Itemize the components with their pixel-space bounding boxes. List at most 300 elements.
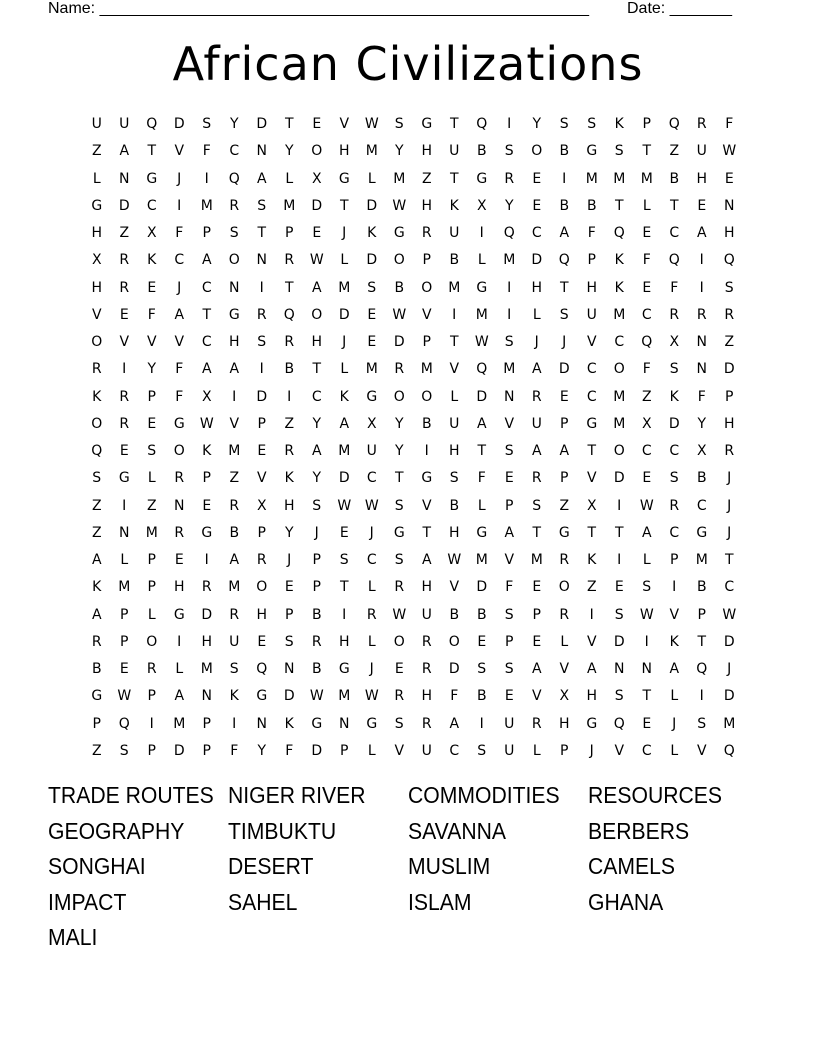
grid-letter: P [147, 552, 156, 568]
grid-letter: Z [586, 579, 597, 596]
grid-letter: S [587, 116, 597, 132]
grid-letter: E [559, 388, 569, 405]
word-bank-item: GEOGRAPHY [48, 817, 185, 844]
grid-letter: S [147, 443, 157, 459]
grid-letter: N [614, 661, 625, 677]
grid-letter: I [507, 116, 512, 132]
grid-letter: I [287, 388, 292, 405]
grid-row [83, 114, 743, 141]
grid-letter: E [642, 279, 652, 296]
grid-letter: N [201, 688, 212, 705]
grid-letter: L [340, 252, 349, 269]
grid-letter: W [364, 116, 379, 132]
grid-letter: P [505, 497, 514, 514]
grid-letter: V [586, 633, 597, 650]
grid-letter: H [531, 279, 543, 296]
grid-letter: C [586, 388, 597, 405]
grid-letter: N [174, 497, 185, 514]
grid-letter: E [394, 661, 404, 677]
grid-letter: L [147, 606, 156, 623]
grid-letter: L [285, 170, 294, 187]
word-bank-item: SAVANNA [408, 817, 506, 844]
grid-letter: H [283, 497, 295, 514]
grid-letter: J [672, 715, 677, 732]
word-bank-item: RESOURCES [588, 782, 723, 808]
grid-letter: G [696, 524, 708, 541]
grid-letter: C [311, 388, 322, 405]
word-bank-item: ISLAM [408, 888, 472, 915]
grid-letter: L [642, 552, 651, 568]
grid-letter: R [91, 633, 102, 650]
grid-letter: A [174, 306, 185, 323]
grid-letter: G [338, 661, 350, 677]
grid-letter: Q [668, 252, 680, 269]
grid-letter: D [173, 742, 185, 759]
grid-letter: Y [394, 415, 404, 432]
grid-letter: K [614, 116, 624, 132]
grid-letter: C [449, 742, 460, 759]
grid-letter: I [699, 252, 704, 269]
grid-letter: P [560, 415, 569, 432]
grid-letter: E [367, 306, 377, 323]
grid-letter: A [449, 715, 460, 732]
grid-letter: L [560, 633, 569, 650]
grid-letter: G [586, 715, 598, 732]
grid-letter: S [339, 552, 349, 568]
grid-letter: K [202, 443, 212, 459]
grid-letter: P [422, 334, 431, 350]
grid-letter: I [424, 443, 429, 459]
grid-letter: R [229, 497, 240, 514]
grid-letter: A [669, 661, 680, 677]
grid-letter: D [366, 252, 378, 269]
grid-letter: Q [641, 334, 653, 350]
grid-letter: Q [613, 715, 625, 732]
grid-letter: G [393, 225, 405, 241]
grid-letter: V [669, 606, 680, 623]
grid-letter: E [504, 470, 514, 487]
grid-letter: P [147, 688, 156, 705]
grid-letter: P [697, 606, 706, 623]
grid-letter: E [614, 579, 624, 596]
grid-letter: J [727, 497, 732, 514]
grid-letter: W [309, 688, 324, 705]
grid-letter: Y [257, 742, 267, 759]
word-bank-item: NIGER RIVER [228, 782, 366, 808]
grid-letter: Q [668, 116, 680, 132]
grid-letter: G [118, 470, 130, 487]
grid-row [83, 169, 743, 196]
grid-letter: R [256, 306, 267, 323]
grid-letter: T [449, 170, 459, 187]
grid-letter: O [421, 388, 433, 405]
grid-letter: R [119, 388, 130, 405]
grid-letter: J [287, 552, 292, 568]
grid-letter: P [312, 579, 321, 596]
grid-letter: D [338, 470, 350, 487]
grid-letter: A [91, 552, 102, 568]
grid-letter: S [504, 143, 514, 160]
grid-letter: S [697, 715, 707, 732]
grid-letter: J [534, 334, 539, 350]
grid-letter: L [477, 252, 486, 269]
grid-letter: P [312, 552, 321, 568]
grid-letter: Q [476, 361, 488, 378]
grid-letter: D [723, 688, 735, 705]
grid-letter: I [617, 497, 622, 514]
grid-letter: U [119, 116, 130, 132]
grid-letter: G [228, 306, 240, 323]
grid-letter: I [644, 633, 649, 650]
grid-row [83, 714, 743, 741]
grid-row [83, 196, 743, 223]
grid-letter: R [696, 306, 707, 323]
worksheet-header [0, 0, 816, 22]
grid-letter: Z [91, 143, 102, 160]
grid-letter: C [174, 252, 185, 269]
grid-letter: T [394, 470, 404, 487]
grid-letter: P [670, 552, 679, 568]
grid-letter: R [284, 252, 295, 269]
grid-letter: M [613, 306, 626, 323]
grid-letter: S [642, 579, 652, 596]
grid-letter: T [724, 552, 734, 568]
grid-letter: G [393, 524, 405, 541]
grid-letter: H [201, 633, 213, 650]
grid-letter: A [531, 443, 542, 459]
word-bank [48, 780, 768, 952]
grid-letter: U [504, 715, 515, 732]
grid-letter: D [283, 688, 295, 705]
grid-letter: J [342, 225, 347, 241]
grid-letter: L [175, 661, 184, 677]
grid-letter: W [392, 197, 407, 214]
grid-letter: R [669, 306, 680, 323]
grid-letter: V [614, 742, 625, 759]
grid-letter: E [147, 415, 157, 432]
grid-letter: D [613, 633, 625, 650]
grid-letter: V [339, 116, 350, 132]
grid-letter: M [145, 524, 158, 541]
grid-letter: F [725, 116, 734, 132]
grid-letter: I [562, 170, 567, 187]
grid-letter: U [421, 606, 432, 623]
grid-letter: T [339, 197, 349, 214]
grid-letter: S [559, 116, 569, 132]
grid-letter: E [724, 170, 734, 187]
grid-letter: W [639, 606, 654, 623]
grid-letter: R [669, 497, 680, 514]
grid-row [83, 305, 743, 332]
grid-letter: F [285, 742, 294, 759]
grid-letter: U [586, 306, 597, 323]
grid-letter: M [420, 361, 433, 378]
grid-letter: T [614, 197, 624, 214]
grid-letter: D [311, 197, 323, 214]
grid-letter: R [146, 661, 157, 677]
grid-letter: E [477, 633, 487, 650]
grid-letter: B [669, 170, 680, 187]
grid-letter: L [340, 361, 349, 378]
word-bank-item: CAMELS [588, 853, 676, 879]
grid-letter: M [695, 552, 708, 568]
grid-letter: K [587, 552, 597, 568]
grid-letter: J [562, 334, 567, 350]
grid-letter: L [367, 633, 376, 650]
grid-letter: V [531, 688, 542, 705]
grid-letter: S [229, 661, 239, 677]
grid-letter: B [696, 579, 707, 596]
grid-row [83, 468, 743, 495]
grid-letter: N [284, 661, 295, 677]
grid-letter: U [531, 415, 542, 432]
grid-letter: D [448, 661, 460, 677]
grid-letter: F [202, 143, 211, 160]
grid-letter: X [586, 497, 597, 514]
grid-row [83, 278, 743, 305]
grid-letter: E [532, 633, 542, 650]
grid-letter: A [201, 252, 212, 269]
grid-letter: W [722, 606, 737, 623]
grid-letter: S [504, 606, 514, 623]
grid-letter: Y [504, 197, 514, 214]
grid-letter: M [530, 552, 543, 568]
grid-letter: Q [228, 170, 240, 187]
grid-letter: G [366, 715, 378, 732]
grid-letter: R [366, 606, 377, 623]
grid-letter: B [311, 661, 322, 677]
grid-letter: M [585, 170, 598, 187]
grid-letter: A [641, 524, 652, 541]
grid-letter: S [312, 497, 322, 514]
grid-letter: H [228, 334, 240, 350]
grid-letter: R [284, 443, 295, 459]
grid-letter: L [477, 497, 486, 514]
grid-letter: K [284, 470, 294, 487]
grid-letter: M [723, 715, 736, 732]
grid-letter: W [117, 688, 132, 705]
grid-letter: E [532, 197, 542, 214]
grid-letter: X [476, 197, 487, 214]
grid-letter: S [532, 497, 542, 514]
grid-letter: F [697, 388, 706, 405]
grid-letter: P [725, 388, 734, 405]
grid-letter: G [338, 170, 350, 187]
grid-letter: S [394, 715, 404, 732]
grid-letter: R [119, 252, 130, 269]
grid-letter: I [589, 606, 594, 623]
grid-letter: V [256, 470, 267, 487]
grid-letter: S [367, 279, 377, 296]
grid-letter: K [147, 252, 157, 269]
grid-row [83, 250, 743, 277]
grid-letter: V [146, 334, 157, 350]
grid-letter: Y [229, 116, 239, 132]
grid-letter: D [531, 252, 543, 269]
grid-letter: R [284, 334, 295, 350]
grid-letter: H [311, 334, 323, 350]
grid-letter: I [177, 197, 182, 214]
grid-letter: H [256, 606, 268, 623]
grid-letter: L [367, 579, 376, 596]
grid-letter: M [613, 170, 626, 187]
grid-letter: P [202, 470, 211, 487]
grid-letter: R [119, 279, 130, 296]
grid-letter: Q [476, 116, 488, 132]
grid-letter: K [669, 388, 679, 405]
grid-letter: B [476, 143, 487, 160]
grid-letter: L [532, 306, 541, 323]
grid-letter: O [228, 252, 240, 269]
grid-letter: T [587, 524, 597, 541]
grid-letter: W [392, 606, 407, 623]
grid-letter: G [201, 524, 213, 541]
grid-letter: G [91, 197, 103, 214]
grid-letter: B [449, 606, 460, 623]
grid-letter: D [118, 197, 130, 214]
grid-letter: Y [697, 415, 707, 432]
grid-letter: E [532, 579, 542, 596]
grid-letter: E [312, 225, 322, 241]
grid-letter: M [613, 388, 626, 405]
grid-letter: M [503, 361, 516, 378]
grid-row [83, 550, 743, 577]
grid-letter: E [312, 116, 322, 132]
grid-letter: C [641, 742, 652, 759]
grid-letter: V [586, 470, 597, 487]
grid-letter: D [476, 388, 488, 405]
grid-letter: S [202, 116, 212, 132]
grid-letter: K [284, 715, 294, 732]
grid-letter: R [311, 633, 322, 650]
grid-letter: L [147, 470, 156, 487]
grid-letter: O [146, 633, 158, 650]
grid-letter: I [617, 552, 622, 568]
grid-letter: P [285, 225, 294, 241]
grid-letter: V [229, 415, 240, 432]
grid-letter: V [174, 143, 185, 160]
grid-letter: X [366, 415, 377, 432]
grid-letter: N [696, 334, 707, 350]
grid-letter: G [256, 688, 268, 705]
grid-letter: F [642, 361, 651, 378]
grid-letter: G [91, 688, 103, 705]
grid-letter: W [199, 415, 214, 432]
grid-letter: M [365, 143, 378, 160]
grid-letter: E [284, 579, 294, 596]
word-bank-item: DESERT [228, 853, 314, 879]
grid-letter: X [256, 497, 267, 514]
grid-letter: K [614, 279, 624, 296]
grid-letter: K [367, 225, 377, 241]
grid-letter: L [120, 552, 129, 568]
grid-letter: T [284, 279, 294, 296]
grid-letter: U [91, 116, 102, 132]
grid-letter: G [558, 524, 570, 541]
grid-letter: U [366, 443, 377, 459]
grid-letter: R [531, 470, 542, 487]
grid-row [83, 441, 743, 468]
grid-letter: B [696, 470, 707, 487]
grid-letter: X [669, 334, 680, 350]
grid-letter: J [342, 334, 347, 350]
grid-letter: B [586, 197, 597, 214]
grid-letter: K [92, 388, 102, 405]
grid-letter: R [724, 443, 735, 459]
grid-letter: S [504, 334, 514, 350]
grid-letter: M [448, 279, 461, 296]
grid-letter: T [422, 524, 432, 541]
grid-letter: O [558, 579, 570, 596]
grid-letter: Z [421, 170, 432, 187]
grid-letter: A [339, 415, 350, 432]
grid-letter: P [285, 606, 294, 623]
grid-letter: P [120, 606, 129, 623]
grid-letter: R [119, 415, 130, 432]
grid-letter: N [256, 715, 267, 732]
grid-row [83, 523, 743, 550]
grid-letter: S [614, 688, 624, 705]
grid-letter: G [586, 143, 598, 160]
grid-letter: Z [724, 334, 735, 350]
grid-letter: B [449, 497, 460, 514]
grid-letter: A [174, 688, 185, 705]
grid-letter: R [229, 606, 240, 623]
grid-letter: T [642, 688, 652, 705]
grid-letter: N [256, 143, 267, 160]
grid-letter: B [394, 279, 405, 296]
grid-letter: F [505, 579, 514, 596]
grid-letter: N [724, 197, 735, 214]
grid-letter: Z [119, 225, 130, 241]
word-bank-item: IMPACT [48, 888, 127, 915]
grid-letter: X [201, 388, 212, 405]
grid-letter: T [147, 143, 157, 160]
grid-letter: H [421, 579, 433, 596]
grid-letter: V [449, 361, 460, 378]
grid-letter: M [475, 552, 488, 568]
grid-row [83, 387, 743, 414]
grid-letter: D [476, 579, 488, 596]
grid-letter: E [642, 470, 652, 487]
grid-letter: B [229, 524, 240, 541]
grid-letter: Q [118, 715, 130, 732]
grid-letter: H [421, 143, 433, 160]
grid-letter: Z [146, 497, 157, 514]
grid-letter: U [449, 143, 460, 160]
grid-letter: W [639, 497, 654, 514]
grid-letter: A [91, 606, 102, 623]
grid-letter: Q [283, 306, 295, 323]
grid-letter: Q [696, 661, 708, 677]
grid-letter: E [367, 334, 377, 350]
word-bank-item: TIMBUKTU [228, 817, 337, 844]
grid-letter: R [229, 197, 240, 214]
grid-letter: V [119, 334, 130, 350]
grid-letter: E [532, 170, 542, 187]
grid-letter: K [92, 579, 102, 596]
grid-letter: R [174, 470, 185, 487]
grid-letter: H [586, 688, 598, 705]
grid-letter: D [613, 470, 625, 487]
grid-letter: H [421, 688, 433, 705]
grid-letter: A [586, 661, 597, 677]
grid-letter: T [312, 361, 322, 378]
grid-letter: S [477, 742, 487, 759]
grid-letter: A [256, 170, 267, 187]
grid-letter: C [724, 579, 735, 596]
grid-letter: H [723, 225, 735, 241]
